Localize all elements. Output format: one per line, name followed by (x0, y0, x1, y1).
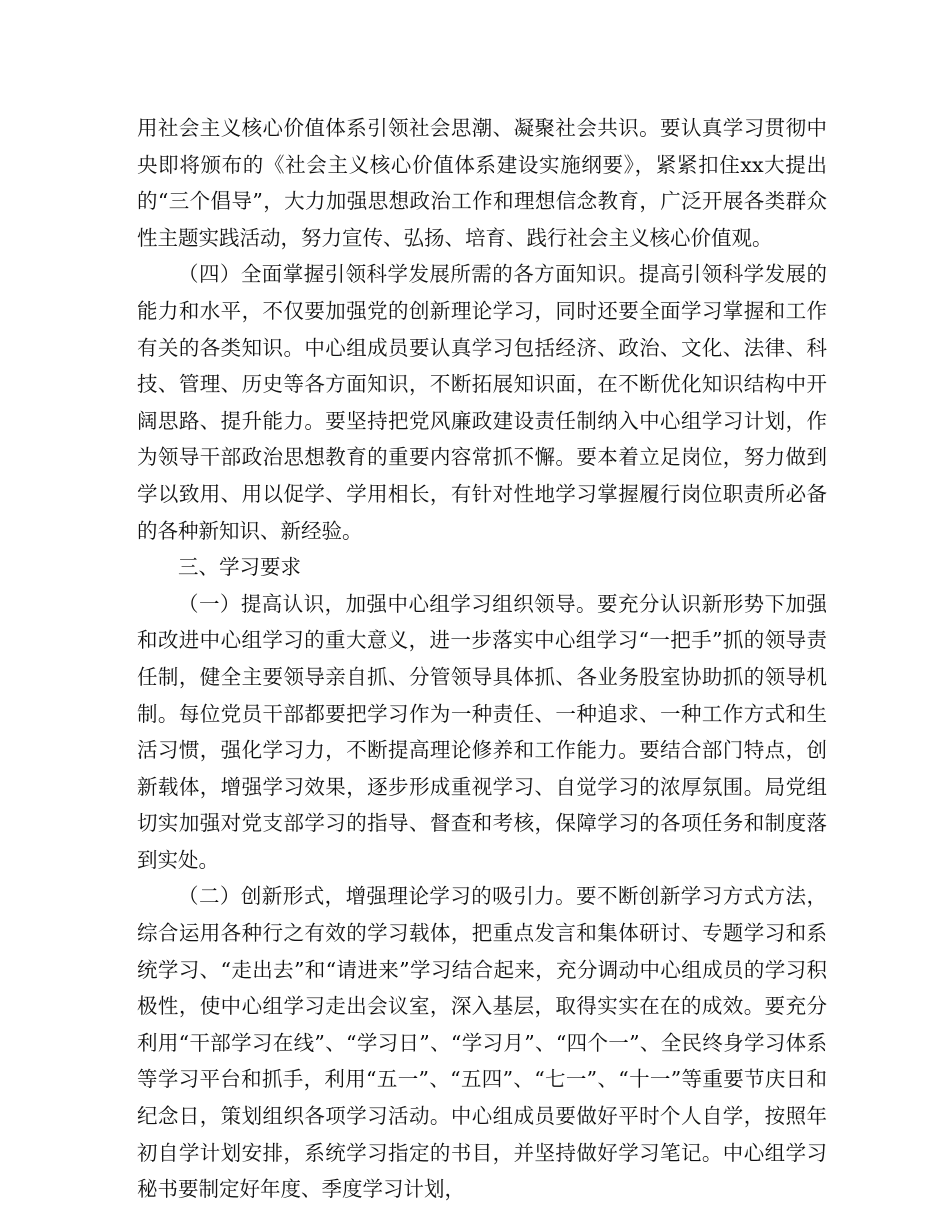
paragraph-innovative-forms: （二）创新形式，增强理论学习的吸引力。要不断创新学习方式方法，综合运用各种行之有效的学习载体，把重点发言和集体研讨、专题学习和系统学习、“走出去”和“请进来”学习结合起来，充分调动中心组成员的学习积极性，使中心组学习走出会议室，深入基层，取得实实在在的成效。要充分利用“干部学习在线”、“学习日”、“学习月”、“四个一”、全民终身学习体系等学习平台和抓手，利用“五一”、“五四”、“七一”、“十一”等重要节庆日和纪念日，策划组织各项学习活动。中心组成员要做好平时个人自学，按照年初自学计划安排，系统学习指定的书目，并坚持做好学习笔记。中心组学习秘书要制定好年度、季度学习计划， (137, 884, 827, 1202)
paragraph-core-values: 用社会主义核心价值体系引领社会思潮、凝聚社会共识。要认真学习贯彻中央即将颁布的《社会主义核心价值体系建设实施纲要》，紧紧扣住xx大提出的“三个倡导”，大力加强思想政治工作和理想信念教育，广泛开展各类群众性主题实践活动，努力宣传、弘扬、培育、践行社会主义核心价值观。 (137, 116, 827, 250)
document-body (137, 110, 827, 1208)
paragraph-knowledge: （四）全面掌握引领科学发展所需的各方面知识。提高引领科学发展的能力和水平，不仅要加强党的创新理论学习，同时还要全面学习掌握和工作有关的各类知识。中心组成员要认真学习包括经济、政治、文化、法律、科技、管理、历史等各方面知识，不断拓展知识面，在不断优化知识结构中开阔思路、提升能力。要坚持把党风廉政建设责任制纳入中心组学习计划，作为领导干部政治思想教育的重要内容常抓不懈。要本着立足岗位，努力做到学以致用、用以促学、学用相长，有针对性地学习掌握履行岗位职责所必备的各种新知识、新经验。 (137, 262, 827, 543)
paragraph-organization-leadership: （一）提高认识，加强中心组学习组织领导。要充分认识新形势下加强和改进中心组学习的重大意义，进一步落实中心组学习“一把手”抓的领导责任制，健全主要领导亲自抓、分管领导具体抓、各业务股室协助抓的领导机制。每位党员干部都要把学习作为一种责任、一种追求、一种工作方式和生活习惯，强化学习力，不断提高理论修养和工作能力。要结合部门特点，创新载体，增强学习效果，逐步形成重视学习、自觉学习的浓厚氛围。局党组切实加强对党支部学习的指导、督查和考核，保障学习的各项任务和制度落到实处。 (137, 591, 827, 872)
section-heading-study-requirements: 三、学习要求 (178, 555, 301, 580)
